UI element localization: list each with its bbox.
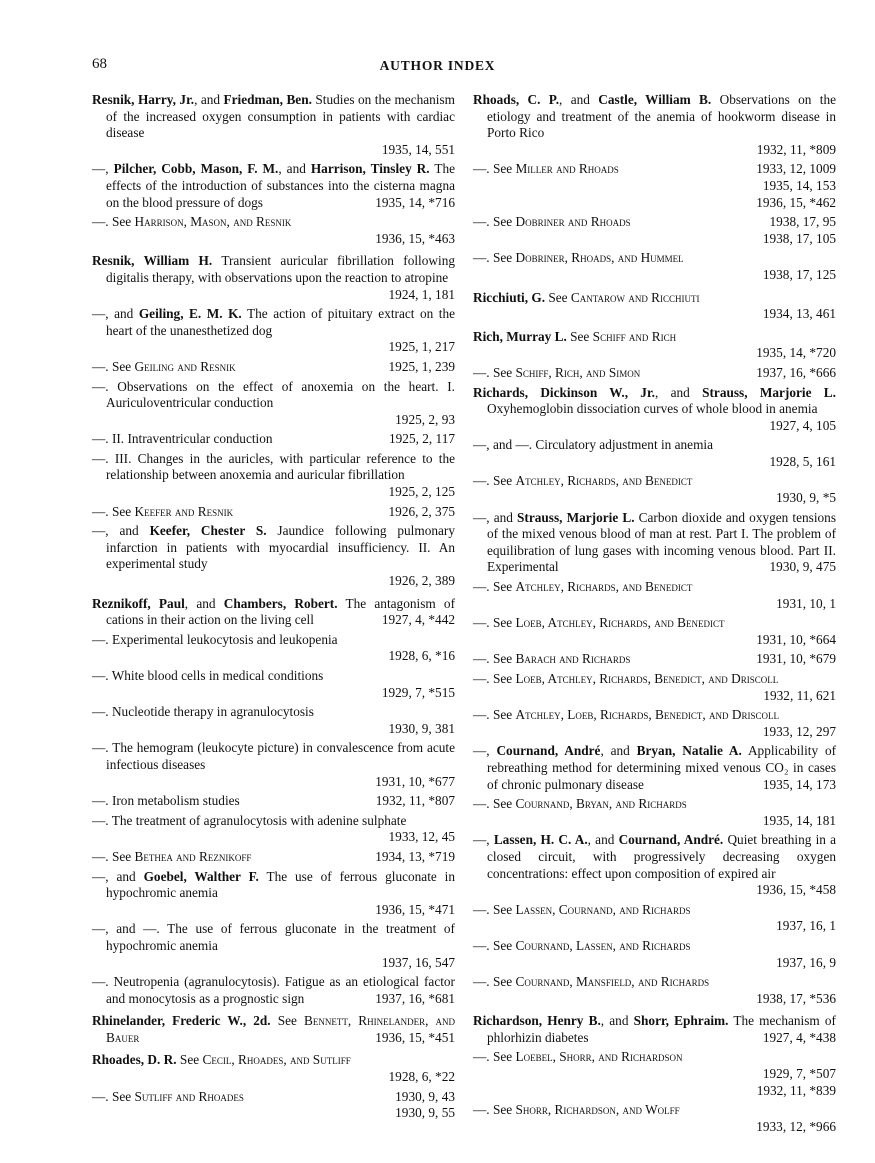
index-entry	[473, 832, 836, 898]
entry-text: Richards, Dickinson W., Jr., and Strauss, Marjorie L. Oxyhemoglobin dissociation curves of whole blood in anemia 1927, 4, 105	[473, 384, 836, 433]
entry-text: —. See Bethea and Reznikoff 1934, 13, *719	[92, 848, 455, 864]
entry-text: —, and Strauss, Marjorie L. Carbon dioxide and oxygen tensions of the mixed venous blood of man at rest. Part I. The problem of equilibration of lung gases with incoming venous blood. Part II. Experimental 1930, 9, 475	[473, 509, 837, 575]
index-entry	[92, 504, 455, 521]
entry-text: Rhinelander, Frederic W., 2d. See Bennett, Rhinelander, and Bauer 1936, 15, *451	[92, 1013, 455, 1045]
index-entry	[92, 849, 455, 866]
index-entry	[92, 704, 455, 737]
index-entry	[473, 707, 836, 740]
citation: 1934, 13, *719	[375, 848, 455, 864]
entry-text: —. White blood cells in medical conditions	[92, 668, 324, 683]
index-entry	[92, 1013, 455, 1046]
index-entry	[92, 161, 455, 211]
citation: 1935, 14, 153	[762, 177, 836, 193]
index-entry	[92, 632, 455, 665]
index-entry	[473, 437, 836, 470]
entry-text: —. See Atchley, Richards, and Benedict	[473, 473, 693, 489]
index-entry	[473, 250, 836, 283]
entry-text: —. See Cournand, Lassen, and Richards	[473, 937, 691, 953]
entry-text: Ricchiuti, G. See Cantarow and Ricchiuti	[473, 289, 700, 305]
index-entry	[92, 668, 455, 701]
citation: 1937, 16, *666	[756, 364, 836, 380]
entry-text: —. Experimental leukocytosis and leukopenia	[92, 631, 338, 647]
citation: 1935, 14, 551	[381, 141, 455, 157]
index-entry	[473, 1049, 836, 1099]
index-entry	[92, 92, 455, 158]
citation: 1924, 1, 181	[388, 286, 455, 302]
index-entry	[473, 214, 836, 247]
entry-text: Rich, Murray L. See Schiff and Rich	[473, 328, 677, 344]
entry-text: Reznikoff, Paul, and Chambers, Robert. The antagonism of cations in their action on the living cell 1927, 4, *442	[92, 595, 455, 628]
citation: 1936, 15, *462	[756, 194, 836, 210]
index-entry	[92, 379, 455, 429]
entry-text: —, and Keefer, Chester S. Jaundice following pulmonary infarction in patients with myocardial insufficiency. II. An experimental study	[92, 523, 455, 572]
index-entry	[92, 813, 455, 846]
index-entry	[473, 510, 836, 576]
entry-text: —, and —. Circulatory adjustment in anemia	[473, 437, 714, 453]
entry-text: —. See Cournand, Mansfield, and Richards	[473, 974, 710, 990]
index-entry	[92, 740, 455, 790]
citation: 1925, 1, 239	[388, 358, 455, 374]
entry-text: —. See Dobriner and Rhoads 1938, 17, 95	[473, 214, 836, 230]
index-entry	[473, 796, 836, 829]
citation: 1934, 13, 461	[762, 306, 836, 322]
entry-text: —. The treatment of agranulocytosis with adenine sulphate 1933, 12, 45	[92, 812, 455, 845]
index-entry	[473, 473, 836, 506]
entry-text: —. See Shorr, Richardson, and Wolff	[473, 1102, 680, 1118]
index-entry	[92, 253, 455, 303]
citation: 1927, 4, 105	[769, 417, 836, 433]
index-entry	[473, 1013, 836, 1046]
entry-text: —. See Sutliff and Rhoades 1930, 9, 43	[92, 1088, 455, 1104]
citation: 1932, 11, *839	[756, 1082, 836, 1098]
index-entry	[92, 793, 455, 810]
index-entry	[473, 974, 836, 1007]
citation: 1938, 17, *536	[756, 990, 836, 1006]
entry-text: —, and Geiling, E. M. K. The action of pituitary extract on the heart of the unanesthetized dog	[92, 306, 456, 338]
citation: 1935, 14, *720	[756, 345, 836, 361]
citation: 1930, 9, *5	[776, 490, 836, 506]
index-entry	[92, 1089, 455, 1122]
page-number: 68	[92, 56, 107, 72]
index-entry	[473, 385, 836, 435]
citation: 1932, 11, 621	[763, 687, 836, 703]
entry-text: —. Iron metabolism studies 1932, 11, *807	[92, 793, 455, 809]
entry-text: —. See Loeb, Atchley, Richards, and Benedict	[473, 615, 725, 631]
entry-text: Resnik, William H. Transient auricular fibrillation following digitalis therapy, with observations upon the reaction to atropine 1924, 1, 181	[92, 253, 455, 302]
citation: 1925, 1, 217	[388, 339, 455, 355]
entry-text: —. The hemogram (leukocyte picture) in convalescence from acute infectious diseases	[92, 740, 455, 772]
entry-text: Rhoads, C. P., and Castle, William B. Observations on the etiology and treatment of the anemia of hookworm disease in Porto Rico	[473, 92, 836, 141]
entry-text: Richardson, Henry B., and Shorr, Ephraim. The mechanism of phlorhizin diabetes 1927, 4, *438	[473, 1013, 836, 1045]
entry-text: —. See Loebel, Shorr, and Richardson	[473, 1049, 683, 1065]
citation: 1932, 11, *809	[756, 141, 836, 157]
entry-text: —. Observations on the effect of anoxemia on the heart. I. Auriculoventricular conduction	[92, 378, 455, 411]
citation: 1933, 12, *966	[756, 1118, 836, 1134]
citation: 1930, 9, 43	[395, 1088, 455, 1104]
citation: 1933, 12, 1009	[756, 161, 836, 177]
left-column	[92, 92, 455, 1125]
citation: 1933, 12, 45	[388, 829, 455, 845]
citation: 1932, 11, *807	[375, 793, 455, 809]
index-entry	[92, 596, 455, 629]
index-entry	[92, 869, 455, 919]
entry-text: —. See Schiff, Rich, and Simon 1937, 16, *666	[473, 364, 836, 380]
index-entry	[92, 359, 455, 376]
citation: 1936, 15, *451	[375, 1029, 455, 1045]
citation: 1927, 4, *442	[381, 612, 455, 628]
citation: 1925, 2, 125	[388, 484, 455, 500]
citation: 1929, 7, *507	[762, 1066, 836, 1082]
index-entry	[473, 938, 836, 971]
citation: 1931, 10, 1	[776, 595, 836, 611]
index-entry	[473, 579, 836, 612]
entry-text: —. See Miller and Rhoads 1933, 12, 1009	[473, 161, 836, 177]
index-entry	[473, 161, 836, 211]
citation: 1936, 15, *463	[375, 230, 455, 246]
index-entry	[473, 615, 836, 648]
entry-text: —. See Atchley, Richards, and Benedict	[473, 579, 693, 595]
entry-text: —. Neutropenia (agranulocytosis). Fatigue as an etiological factor and monocytosis as a prognostic sign 1937, 16, *681	[92, 974, 455, 1006]
citation: 1926, 2, 389	[388, 573, 455, 589]
citation: 1931, 10, *664	[756, 631, 836, 647]
entry-text: —. See Geiling and Resnik 1925, 1, 239	[92, 358, 455, 374]
entry-text: Rhoades, D. R. See Cecil, Rhoades, and Sutliff	[92, 1052, 351, 1068]
entry-text: —. See Loeb, Atchley, Richards, Benedict, and Driscoll 1932, 11, 621	[473, 671, 836, 703]
citation: 1925, 2, 93	[395, 411, 455, 427]
citation: 1929, 7, *515	[381, 684, 455, 700]
citation: 1938, 17, 105	[762, 230, 836, 246]
index-entry	[473, 92, 836, 158]
citation: 1935, 14, 181	[762, 812, 836, 828]
index-entry	[92, 974, 455, 1007]
citation: 1927, 4, *438	[762, 1029, 836, 1045]
entry-text: —, Lassen, H. C. A., and Cournand, André. Quiet breathing in a closed circuit, with progressively decreasing oxygen concentrations: effect upon composition of expired air 1936, 15, *458	[473, 832, 837, 898]
entry-text: —. See Harrison, Mason, and Resnik	[92, 214, 292, 230]
citation: 1931, 10, *677	[375, 773, 455, 789]
citation: 1935, 14, *716	[375, 194, 455, 210]
citation: 1930, 9, 55	[395, 1105, 455, 1121]
entry-text: —. II. Intraventricular conduction 1925, 2, 117	[92, 431, 455, 447]
citation: 1936, 15, *471	[375, 901, 455, 917]
entry-text: Resnik, Harry, Jr., and Friedman, Ben. Studies on the mechanism of the increased oxygen consumption in patients with cardiac disease	[92, 92, 456, 141]
entry-text: —, Pilcher, Cobb, Mason, F. M., and Harrison, Tinsley R. The effects of the introduction of substances into the cisterna magna on the blood pressure of dogs 1935, 14, *716	[92, 161, 456, 210]
right-column	[473, 92, 836, 1138]
index-entry	[92, 523, 455, 589]
entry-text: —. III. Changes in the auricles, with particular reference to the relationship between anoxemia and auricular fibrillation 1925, 2, 125	[92, 450, 455, 500]
index-entry	[473, 902, 836, 935]
entry-text: —. Nucleotide therapy in agranulocytosis	[92, 704, 314, 720]
citation: 1931, 10, *679	[756, 651, 836, 667]
entry-text: —, and Goebel, Walther F. The use of ferrous gluconate in hypochromic anemia	[92, 868, 456, 901]
citation: 1928, 5, 161	[769, 453, 836, 469]
citation: 1928, 6, *16	[388, 648, 455, 664]
citation: 1930, 9, 475	[769, 559, 836, 575]
index-entry	[473, 743, 836, 793]
index-entry	[92, 921, 455, 971]
index-entry	[473, 1102, 836, 1135]
entry-text: —. See Barach and Richards 1931, 10, *679	[473, 651, 836, 667]
citation: 1930, 9, 381	[388, 720, 455, 736]
citation: 1938, 17, 125	[762, 266, 836, 282]
index-entry	[92, 431, 455, 448]
running-head: AUTHOR INDEX	[379, 58, 496, 73]
citation: 1926, 2, 375	[388, 503, 455, 519]
index-entry	[92, 306, 455, 356]
entry-text: —. See Cournand, Bryan, and Richards	[473, 796, 687, 812]
citation: 1937, 16, *681	[375, 990, 455, 1006]
citation: 1936, 15, *458	[756, 882, 836, 898]
index-entry	[473, 651, 836, 668]
entry-text: —. See Dobriner, Rhoads, and Hummel	[473, 250, 684, 266]
entry-text: —. See Atchley, Loeb, Richards, Benedict, and Driscoll 1933, 12, 297	[473, 707, 836, 739]
citation: 1933, 12, 297	[762, 723, 836, 739]
index-entry	[473, 671, 836, 704]
citation: 1925, 2, 117	[389, 431, 455, 447]
citation: 1937, 16, 9	[776, 954, 836, 970]
citation: 1935, 14, 173	[762, 776, 836, 792]
index-entry	[473, 365, 836, 382]
index-entry	[473, 329, 836, 362]
page-header	[92, 56, 783, 76]
entry-text: —. See Lassen, Cournand, and Richards	[473, 901, 691, 917]
entry-text: —. See Keefer and Resnik 1926, 2, 375	[92, 503, 455, 519]
citation: 1937, 16, 1	[776, 918, 836, 934]
citation: 1928, 6, *22	[388, 1069, 455, 1085]
entry-text: —, Cournand, André, and Bryan, Natalie A. Applicability of rebreathing method for determining mixed venous CO₂ in cases of chronic pulmonary disease 1935, 14, 173	[473, 743, 837, 792]
entry-text: —, and —. The use of ferrous gluconate in the treatment of hypochromic anemia	[92, 921, 455, 953]
index-entry	[92, 1052, 455, 1085]
index-entry	[473, 290, 836, 323]
citation: 1937, 16, 547	[381, 954, 455, 970]
index-entry	[92, 214, 455, 247]
citation: 1938, 17, 95	[769, 214, 836, 230]
index-entry	[92, 451, 455, 501]
